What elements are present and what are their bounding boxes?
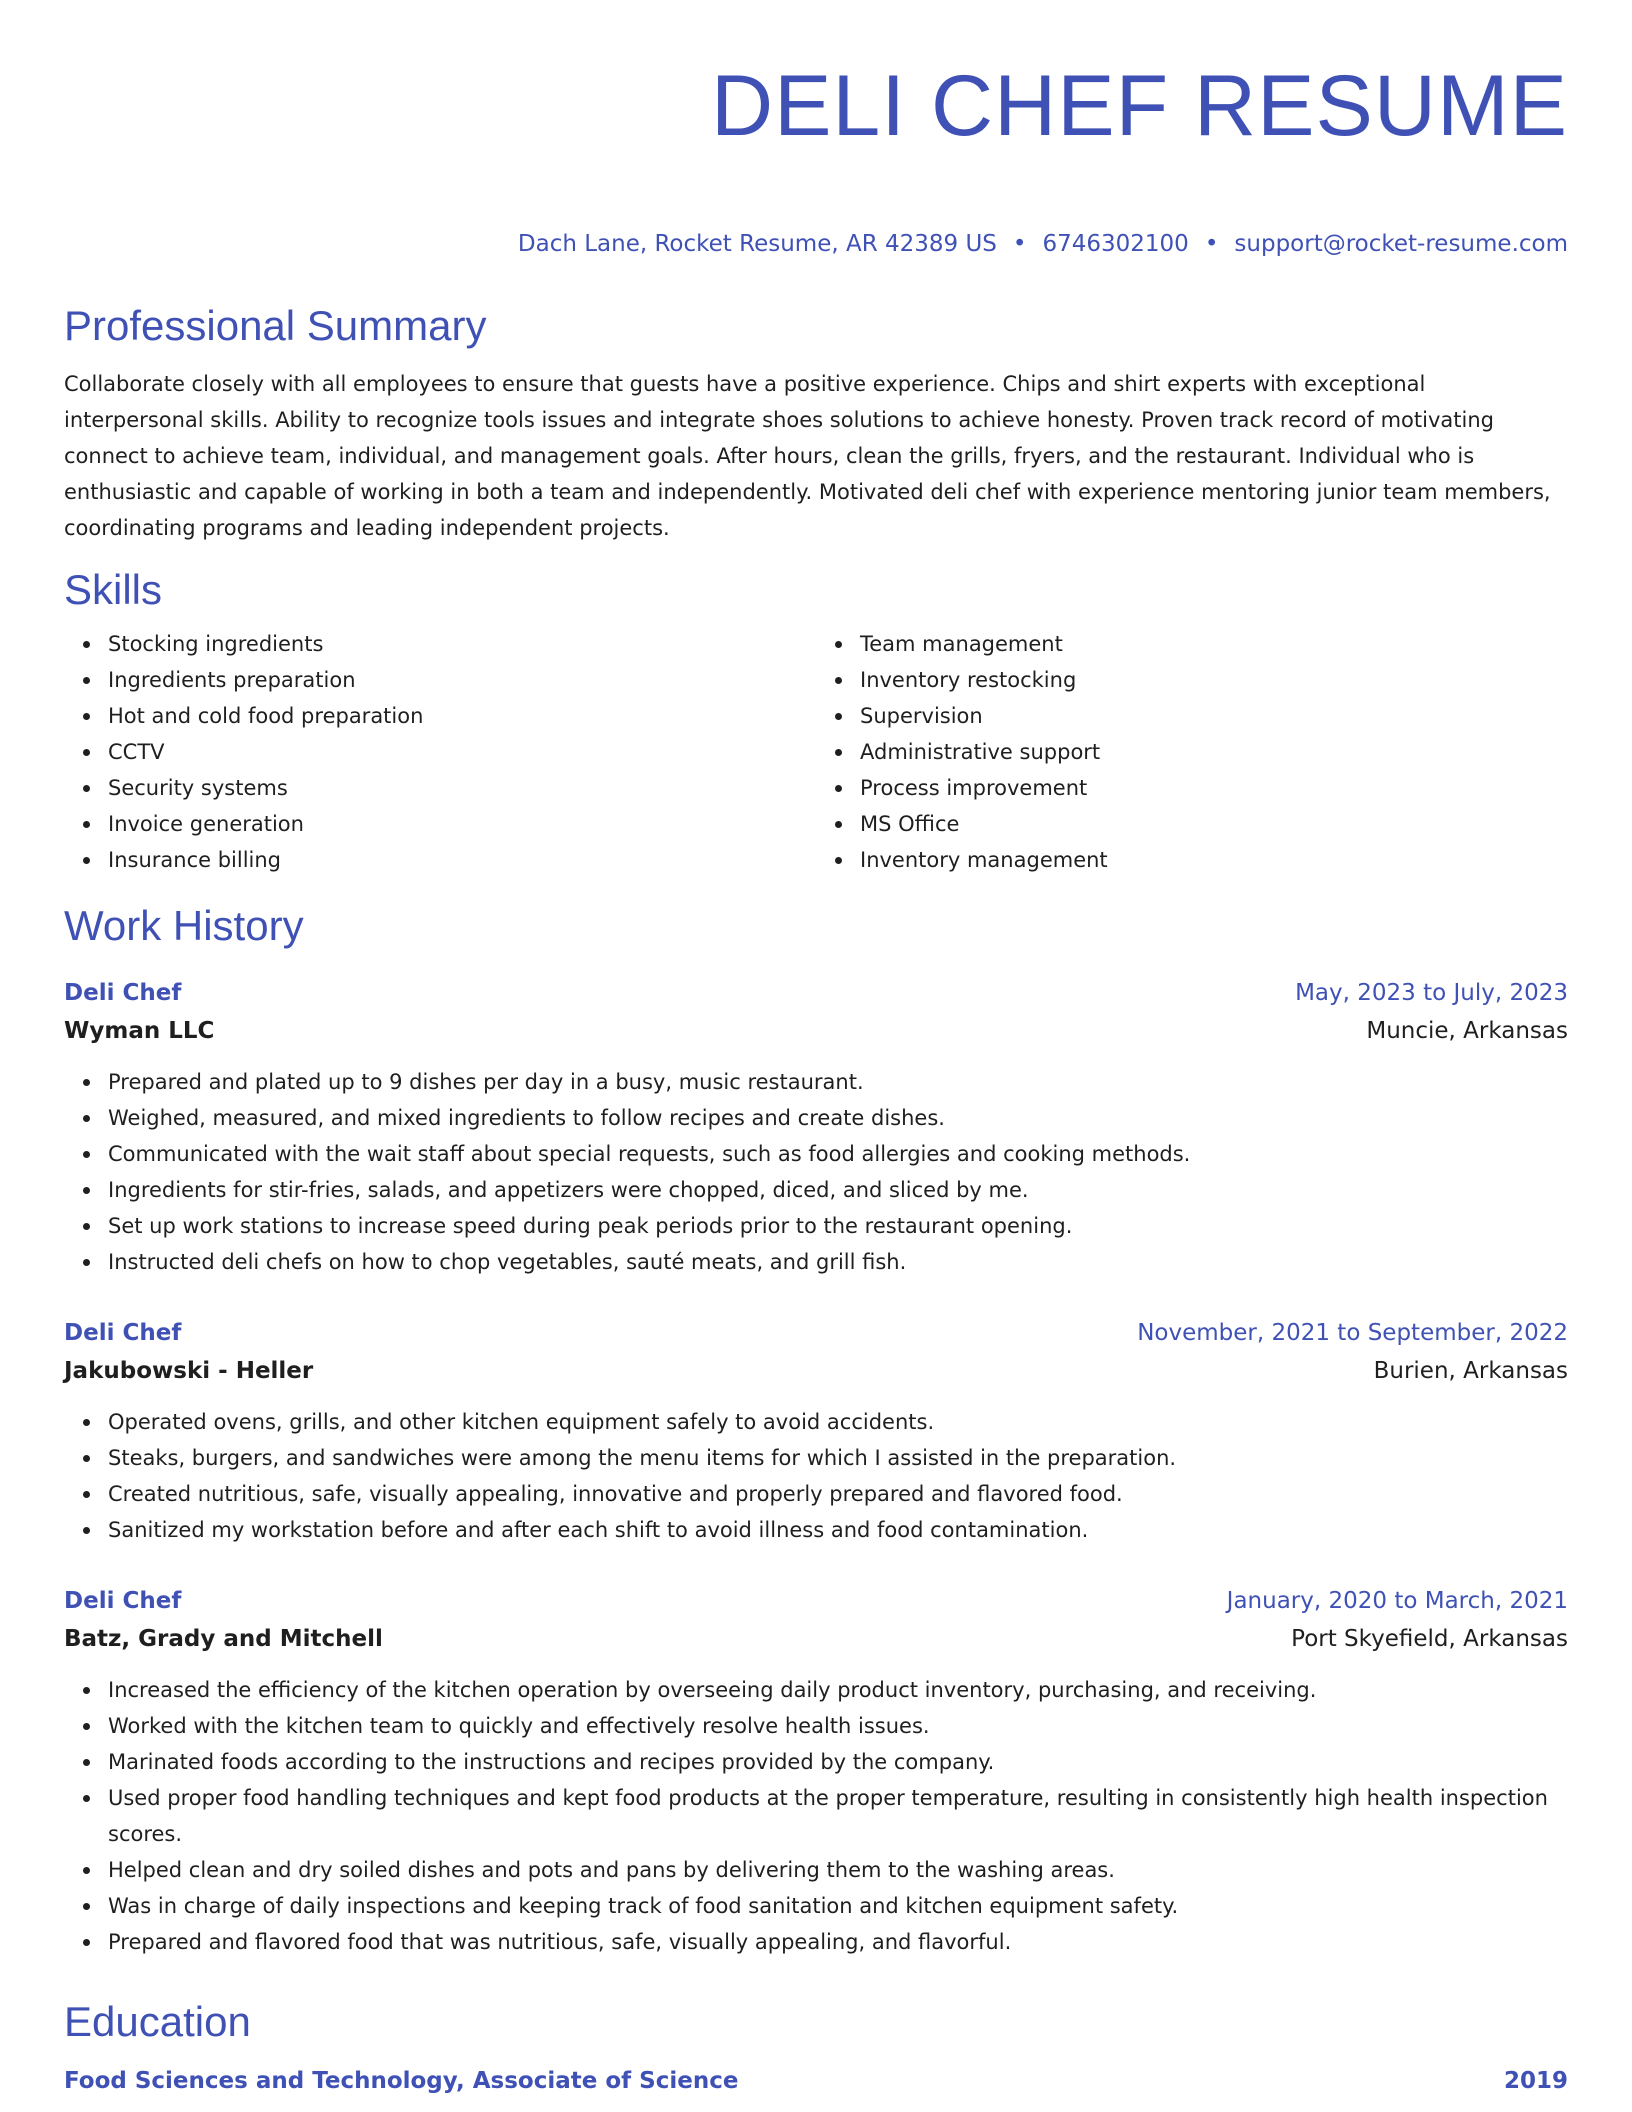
skill-item: Supervision <box>860 698 1568 734</box>
skill-item: MS Office <box>860 806 1568 842</box>
job-header-row <box>64 1314 1568 1352</box>
job-duties <box>64 1064 1568 1280</box>
job-duty: Steaks, burgers, and sandwiches were among the menu items for which I assisted in the preparation. <box>108 1440 1568 1476</box>
job-duties <box>64 1404 1568 1548</box>
education-heading: Education <box>64 1998 251 2045</box>
job-entry <box>64 1314 1568 1548</box>
job-duty: Increased the efficiency of the kitchen operation by overseeing daily product inventory, purchasing, and receiving. <box>108 1672 1568 1708</box>
skills-columns <box>64 626 1568 878</box>
skill-item: Insurance billing <box>108 842 816 878</box>
job-location: Burien, Arkansas <box>1373 1358 1568 1384</box>
job-title: Deli Chef <box>64 1320 182 1346</box>
job-duty: Created nutritious, safe, visually appealing, innovative and properly prepared and flavored food. <box>108 1476 1568 1512</box>
contact-separator: • <box>1204 231 1219 257</box>
skill-item: Ingredients preparation <box>108 662 816 698</box>
job-duty: Prepared and flavored food that was nutritious, safe, visually appealing, and flavorful. <box>108 1924 1568 1960</box>
job-duty: Used proper food handling techniques and kept food products at the proper temperature, resulting in consistently high health inspection scores. <box>108 1780 1568 1852</box>
skill-item: CCTV <box>108 734 816 770</box>
skill-item: Inventory management <box>860 842 1568 878</box>
skills-list-left <box>64 626 816 878</box>
work-history-section <box>64 900 1568 1960</box>
work-history-heading: Work History <box>64 902 304 949</box>
skills-section <box>64 564 1568 878</box>
summary-section <box>64 300 1568 546</box>
summary-heading: Professional Summary <box>64 302 487 349</box>
job-duty: Set up work stations to increase speed during peak periods prior to the restaurant opening. <box>108 1208 1568 1244</box>
contact-line <box>64 228 1568 260</box>
job-duties <box>64 1672 1568 1960</box>
job-duty: Helped clean and dry soiled dishes and pots and pans by delivering them to the washing areas. <box>108 1852 1568 1888</box>
contact-phone: 6746302100 <box>1042 231 1189 257</box>
job-title: Deli Chef <box>64 1588 182 1614</box>
job-location: Port Skyefield, Arkansas <box>1291 1626 1568 1652</box>
education-degree: Food Sciences and Technology, Associate of Science <box>64 2068 739 2094</box>
resume-title: DELI CHEF RESUME <box>710 58 1568 154</box>
summary-text: Collaborate closely with all employees to ensure that guests have a positive experience. Chips and shirt experts with exceptional interpersonal skills. Ability to recognize tools issues and integrate shoes solutions to achieve honesty. Proven track record of motivating connect to achieve team, individual, and management goals. After hours, clean the grills, fryers, and the restaurant. Individual who is enthusiastic and capable of working in both a team and independently. Motivated deli chef with experience mentoring junior team members, coordinating programs and leading independent projects. <box>64 372 1551 540</box>
job-company: Wyman LLC <box>64 1018 215 1044</box>
resume-header <box>64 0 1568 260</box>
skill-item: Stocking ingredients <box>108 626 816 662</box>
skill-item: Process improvement <box>860 770 1568 806</box>
job-title: Deli Chef <box>64 980 182 1006</box>
job-duty: Sanitized my workstation before and after each shift to avoid illness and food contamination. <box>108 1512 1568 1548</box>
skill-item: Team management <box>860 626 1568 662</box>
job-company: Jakubowski - Heller <box>64 1358 314 1384</box>
job-duty: Was in charge of daily inspections and keeping track of food sanitation and kitchen equipment safety. <box>108 1888 1568 1924</box>
job-duty: Ingredients for stir-fries, salads, and appetizers were chopped, diced, and sliced by me. <box>108 1172 1568 1208</box>
job-entry <box>64 974 1568 1280</box>
job-dates: May, 2023 to July, 2023 <box>1295 980 1568 1006</box>
job-duty: Communicated with the wait staff about special requests, such as food allergies and cooking methods. <box>108 1136 1568 1172</box>
job-dates: January, 2020 to March, 2021 <box>1226 1588 1568 1614</box>
job-company-row <box>64 1620 1568 1658</box>
job-header-row <box>64 974 1568 1012</box>
job-duty: Instructed deli chefs on how to chop vegetables, sauté meats, and grill fish. <box>108 1244 1568 1280</box>
skills-heading: Skills <box>64 566 163 613</box>
job-dates: November, 2021 to September, 2022 <box>1137 1320 1568 1346</box>
job-duty: Weighed, measured, and mixed ingredients to follow recipes and create dishes. <box>108 1100 1568 1136</box>
job-location: Muncie, Arkansas <box>1366 1018 1568 1044</box>
job-duty: Prepared and plated up to 9 dishes per day in a busy, music restaurant. <box>108 1064 1568 1100</box>
job-duty: Operated ovens, grills, and other kitchen equipment safely to avoid accidents. <box>108 1404 1568 1440</box>
job-duty: Marinated foods according to the instructions and recipes provided by the company. <box>108 1744 1568 1780</box>
skill-item: Inventory restocking <box>860 662 1568 698</box>
job-entry <box>64 1582 1568 1960</box>
skill-item: Invoice generation <box>108 806 816 842</box>
skill-item: Hot and cold food preparation <box>108 698 816 734</box>
job-company-row <box>64 1352 1568 1390</box>
job-company-row <box>64 1012 1568 1050</box>
job-header-row <box>64 1582 1568 1620</box>
education-section <box>64 1996 1568 2100</box>
job-company: Batz, Grady and Mitchell <box>64 1626 383 1652</box>
education-entry <box>64 2062 1568 2100</box>
skill-item: Security systems <box>108 770 816 806</box>
contact-email: support@rocket-resume.com <box>1234 231 1568 257</box>
contact-address: Dach Lane, Rocket Resume, AR 42389 US <box>517 231 997 257</box>
education-year: 2019 <box>1503 2068 1568 2094</box>
skill-item: Administrative support <box>860 734 1568 770</box>
skills-list-right <box>816 626 1568 878</box>
job-duty: Worked with the kitchen team to quickly and effectively resolve health issues. <box>108 1708 1568 1744</box>
contact-separator: • <box>1012 231 1027 257</box>
